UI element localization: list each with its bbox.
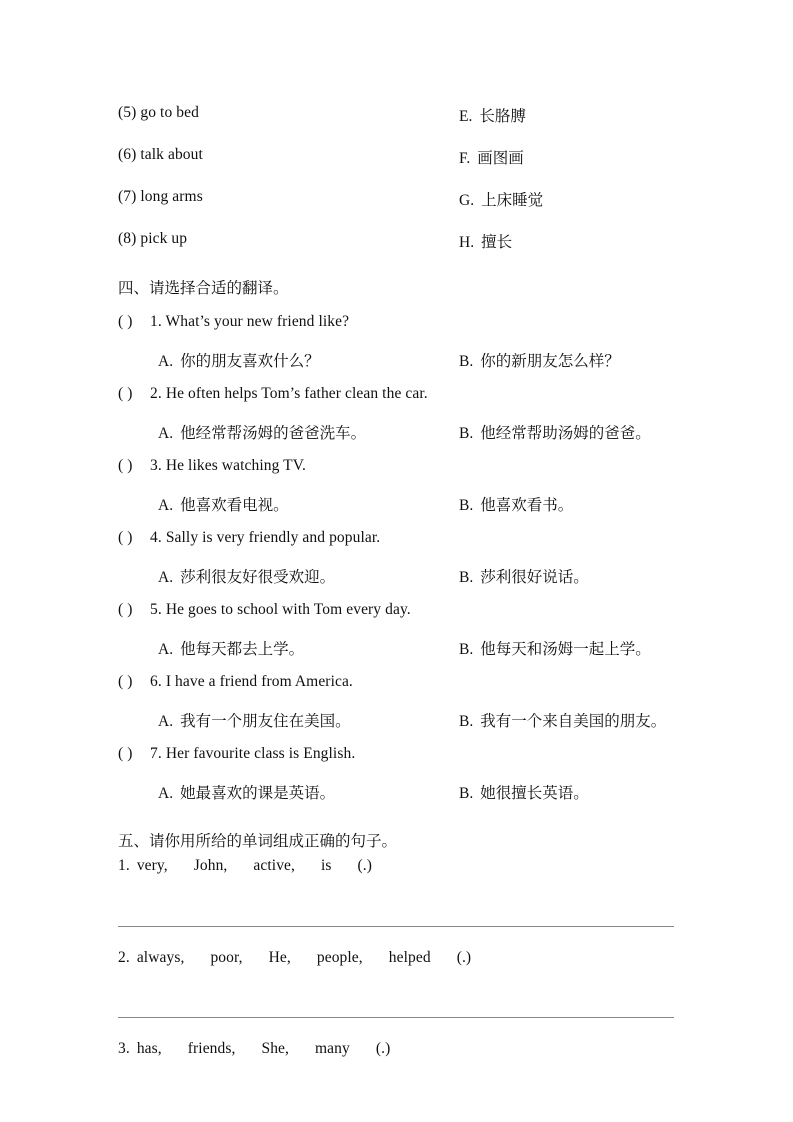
option-a-letter: A. <box>158 569 174 586</box>
scramble-punctuation: (.) <box>357 857 373 874</box>
question-stem <box>118 457 678 493</box>
matching-right-item <box>459 230 512 252</box>
option-b[interactable] <box>459 709 666 731</box>
matching-right-letter: E. <box>459 108 473 125</box>
scramble-item <box>118 1040 678 1069</box>
answer-bracket[interactable]: ( ) <box>118 601 133 618</box>
option-b-letter: B. <box>459 497 474 514</box>
scramble-word: people, <box>316 949 363 966</box>
option-b-text: 我有一个来自美国的朋友。 <box>480 712 667 730</box>
matching-right-letter: G. <box>459 192 475 209</box>
question-text: Her favourite class is English. <box>165 745 356 762</box>
scramble-word: is <box>321 857 332 874</box>
option-a-text: 我有一个朋友住在美国。 <box>180 712 351 730</box>
question-options <box>118 349 678 385</box>
option-b-text: 他经常帮助汤姆的爸爸。 <box>480 424 651 442</box>
option-b-letter: B. <box>459 353 474 370</box>
option-b-letter: B. <box>459 569 474 586</box>
option-a-text: 他每天都去上学。 <box>180 640 305 658</box>
question-number: 7. <box>150 745 162 762</box>
scramble-punctuation: (.) <box>456 949 472 966</box>
section-five-heading: 五、请你用所给的单词组成正确的句子。 <box>118 832 398 850</box>
option-b[interactable] <box>459 349 620 371</box>
option-b[interactable] <box>459 637 651 659</box>
option-a[interactable] <box>158 421 366 443</box>
option-b-text: 他喜欢看书。 <box>480 496 574 514</box>
question-number: 1. <box>150 313 162 330</box>
option-a-letter: A. <box>158 497 174 514</box>
scramble-word: friends, <box>187 1040 236 1057</box>
question-number: 2. <box>150 385 162 402</box>
answer-bracket[interactable]: ( ) <box>118 529 133 546</box>
scramble-word: always, <box>136 949 185 966</box>
question-text: He goes to school with Tom every day. <box>165 601 411 618</box>
scramble-word: poor, <box>210 949 243 966</box>
question-text: I have a friend from America. <box>165 673 353 690</box>
option-b[interactable] <box>459 421 651 443</box>
matching-row <box>118 230 678 272</box>
question-stem <box>118 601 678 637</box>
option-b-letter: B. <box>459 641 474 658</box>
scramble-word: helped <box>388 949 431 966</box>
matching-left-item <box>118 104 199 122</box>
question-text: Sally is very friendly and popular. <box>165 529 381 546</box>
question-options <box>118 421 678 457</box>
scramble-item <box>118 949 678 978</box>
option-b-letter: B. <box>459 785 474 802</box>
answer-bracket[interactable]: ( ) <box>118 457 133 474</box>
matching-row <box>118 104 678 146</box>
scramble-punctuation: (.) <box>375 1040 391 1057</box>
option-b[interactable] <box>459 565 589 587</box>
question-options <box>118 709 678 745</box>
option-a-letter: A. <box>158 425 174 442</box>
matching-right-text: 画图画 <box>477 149 524 167</box>
question-options <box>118 637 678 673</box>
matching-left-text: talk about <box>140 146 203 163</box>
matching-left-number: (8) <box>118 230 137 247</box>
question-number: 3. <box>150 457 162 474</box>
scramble-word: has, <box>136 1040 162 1057</box>
option-a-text: 他喜欢看电视。 <box>180 496 289 514</box>
scramble-word: John, <box>193 857 228 874</box>
answer-line[interactable] <box>118 1017 674 1018</box>
option-a[interactable] <box>158 709 351 731</box>
option-b[interactable] <box>459 493 573 515</box>
option-b-text: 她很擅长英语。 <box>480 784 589 802</box>
matching-left-text: pick up <box>140 230 188 247</box>
question-text: He often helps Tom’s father clean the car. <box>165 385 428 402</box>
option-a-text: 他经常帮汤姆的爸爸洗车。 <box>180 424 367 442</box>
scramble-number: 3. <box>118 1040 130 1057</box>
matching-right-item <box>459 146 524 168</box>
scramble-word: very, <box>136 857 168 874</box>
matching-left-number: (5) <box>118 104 137 121</box>
question-stem <box>118 313 678 349</box>
option-b-text: 你的新朋友怎么样？ <box>480 352 620 370</box>
section-five <box>118 817 678 1069</box>
option-a-text: 她最喜欢的课是英语。 <box>180 784 336 802</box>
answer-bracket[interactable]: ( ) <box>118 673 133 690</box>
section-four <box>118 272 678 817</box>
question-number: 4. <box>150 529 162 546</box>
matching-left-number: (6) <box>118 146 137 163</box>
scramble-number: 2. <box>118 949 130 966</box>
option-b-text: 他每天和汤姆一起上学。 <box>480 640 651 658</box>
worksheet-content <box>118 104 678 1069</box>
question-number: 5. <box>150 601 162 618</box>
option-a-letter: A. <box>158 641 174 658</box>
scramble-word: active, <box>253 857 295 874</box>
scramble-word: She, <box>261 1040 290 1057</box>
matching-right-item <box>459 104 526 126</box>
option-b-letter: B. <box>459 425 474 442</box>
question-text: What’s your new friend like? <box>165 313 350 330</box>
answer-line-slot <box>118 886 678 949</box>
section-four-heading: 四、请选择合适的翻译。 <box>118 279 289 297</box>
option-a-letter: A. <box>158 713 174 730</box>
question-options <box>118 781 678 817</box>
matching-right-letter: H. <box>459 234 475 251</box>
option-b[interactable] <box>459 781 589 803</box>
answer-bracket[interactable]: ( ) <box>118 385 133 402</box>
question-stem <box>118 529 678 565</box>
scramble-word: He, <box>268 949 291 966</box>
matching-left-item <box>118 188 203 206</box>
option-b-text: 莎利很好说话。 <box>480 568 589 586</box>
matching-right-letter: F. <box>459 150 471 167</box>
matching-row <box>118 188 678 230</box>
scramble-number: 1. <box>118 857 130 874</box>
option-a[interactable] <box>158 781 335 803</box>
option-a[interactable] <box>158 637 304 659</box>
matching-row <box>118 146 678 188</box>
option-b-letter: B. <box>459 713 474 730</box>
option-a-text: 莎利很友好很受欢迎。 <box>180 568 336 586</box>
matching-right-item <box>459 188 543 210</box>
matching-right-text: 上床睡觉 <box>481 191 544 209</box>
answer-bracket[interactable]: ( ) <box>118 313 133 330</box>
scramble-word: many <box>315 1040 350 1057</box>
option-a-letter: A. <box>158 353 174 370</box>
matching-right-text: 擅长 <box>481 233 513 251</box>
matching-right-text: 长胳膊 <box>479 107 526 125</box>
scramble-item <box>118 857 678 886</box>
matching-left-item <box>118 146 203 164</box>
option-a[interactable] <box>158 349 320 371</box>
answer-line[interactable] <box>118 926 674 927</box>
answer-line-slot <box>118 978 678 1040</box>
matching-section <box>118 104 678 272</box>
matching-left-number: (7) <box>118 188 137 205</box>
question-options <box>118 493 678 529</box>
option-a[interactable] <box>158 493 289 515</box>
question-text: He likes watching TV. <box>165 457 306 474</box>
matching-left-text: go to bed <box>140 104 199 121</box>
question-stem <box>118 745 678 781</box>
question-number: 6. <box>150 673 162 690</box>
matching-left-item <box>118 230 187 248</box>
option-a[interactable] <box>158 565 335 587</box>
answer-bracket[interactable]: ( ) <box>118 745 133 762</box>
option-a-text: 你的朋友喜欢什么？ <box>180 352 320 370</box>
question-stem <box>118 673 678 709</box>
question-options <box>118 565 678 601</box>
question-stem <box>118 385 678 421</box>
matching-left-text: long arms <box>140 188 203 205</box>
option-a-letter: A. <box>158 785 174 802</box>
